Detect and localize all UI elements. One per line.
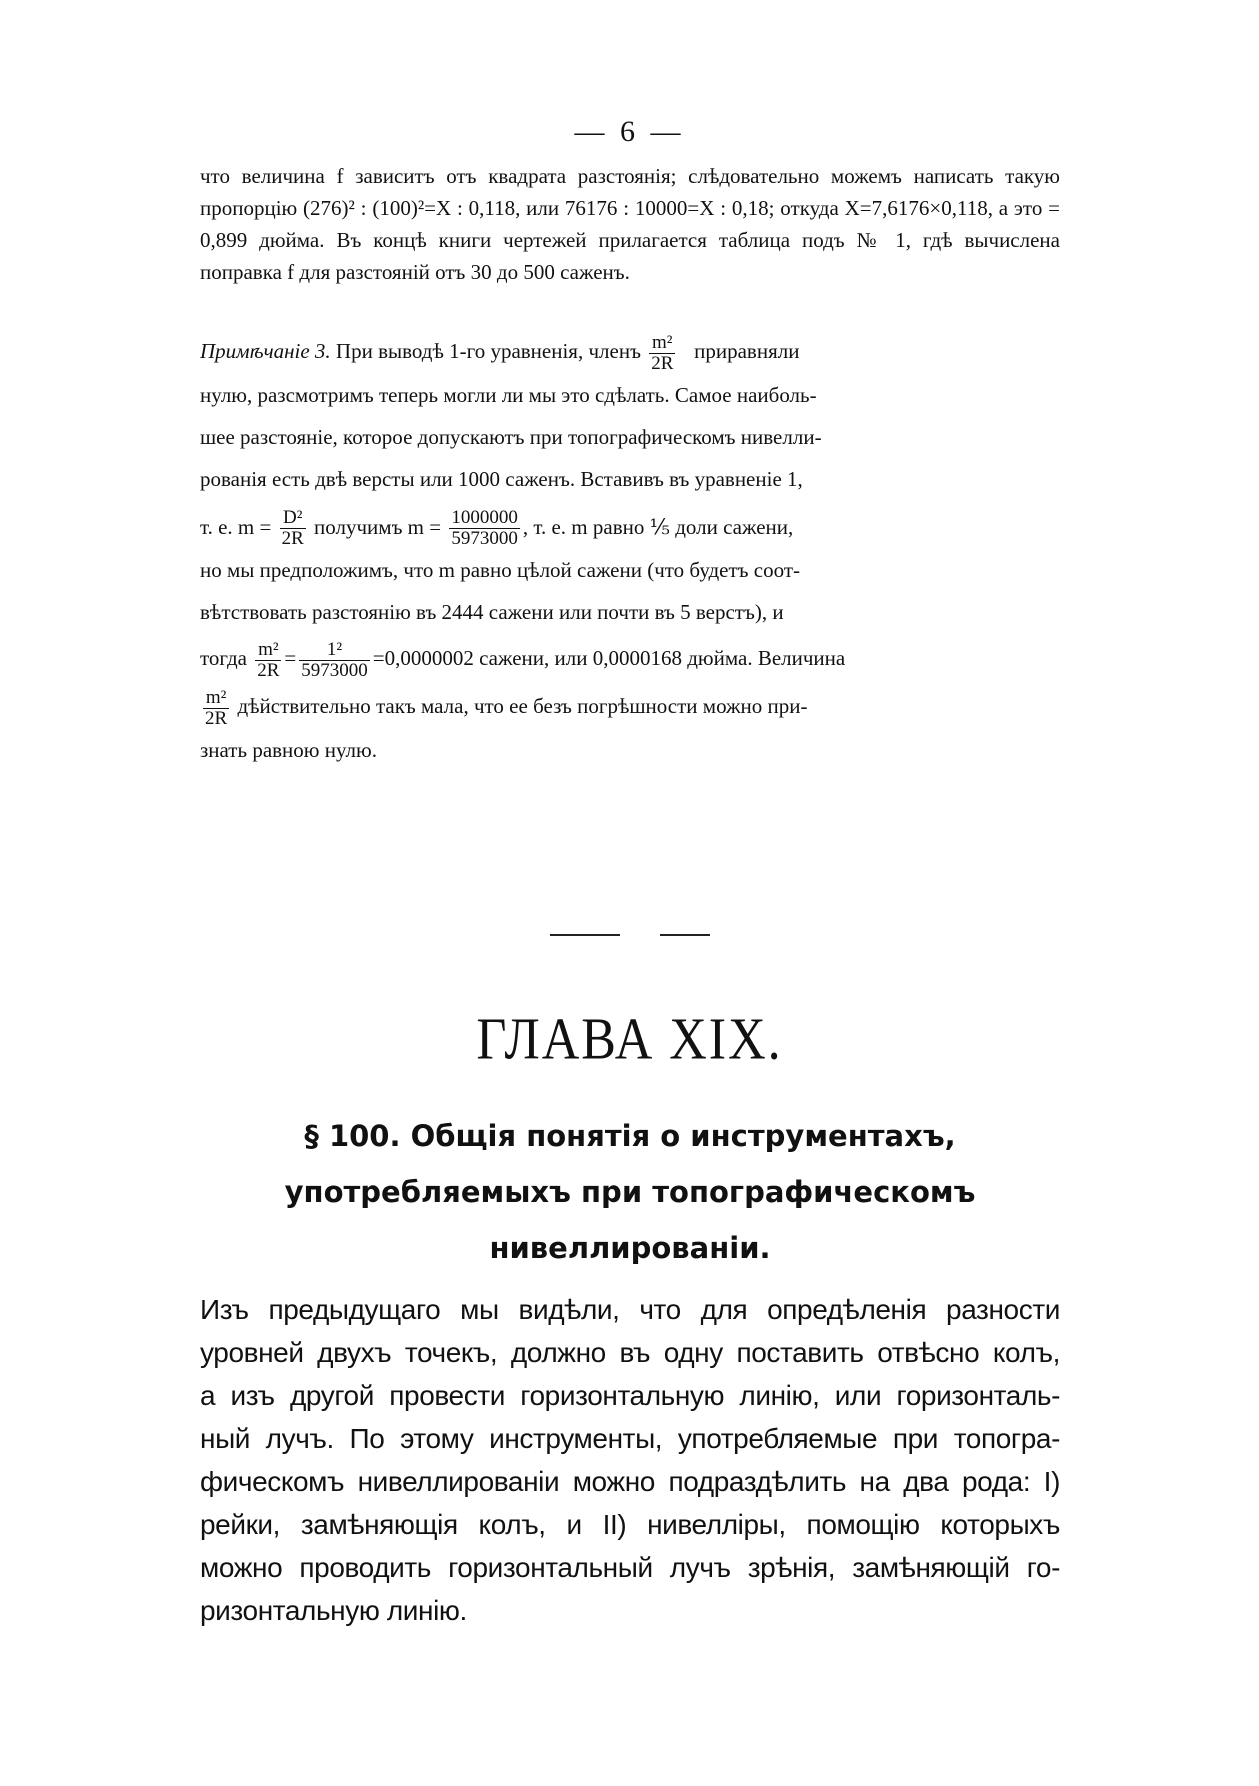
paragraph-text: что величина f зависитъ отъ квадрата разстоянія; слѣдовательно можемъ написать такую пропорцію (276)² : (100)²=X : 0,118, или 76176 : 10000=X : 0,18; откуда X=7,6176×0,118, а это = 0,899 дюйма. Въ концѣ книги чертежей прилагается таблица подъ № 1, гдѣ вычислена поправка f для разстояній отъ 30 до 500 саженъ. (200, 164, 1060, 284)
note-line-9: $\frac{\text{m²}}{2R}$ дѣйствительно такъ мала, что ее безъ погрѣшности можно при- (205, 686, 808, 729)
body-line-6: рейки, замѣняющія колъ, и II) нивелліры, помощію которыхъ (200, 1509, 1060, 1540)
body-line-4: ный лучъ. По этому инструменты, употребляемые при топогра- (200, 1423, 1060, 1454)
body-line-3: а изъ другой провести горизонтальную линію, или горизонталь- (200, 1380, 1060, 1411)
note-label: Примѣчаніе 3. (200, 339, 331, 363)
body-line-7: можно проводить горизонтальный лучъ зрѣнія, замѣняющій го- (200, 1552, 1060, 1583)
note-3 (200, 330, 1060, 771)
fraction-m2-2r: $\frac{\text{m²}}{2R}$ (651, 331, 674, 374)
section-title-line-2: употребляемыхъ при топографическомъ (284, 1175, 976, 1209)
note-line-5: т. е. m = $\frac{\text{D²}}{2R}$ получимъ m = $\frac{1000000}{5973000}$ , т. е. m равно ⅕ доли сажени, (200, 507, 794, 550)
body-line-2: уровней двухъ точекъ, должно въ одну поставить отвѣсно колъ, (200, 1337, 1060, 1368)
paragraph-correction (200, 160, 1060, 288)
fraction-1-5973000: $\frac{\text{1²}}{5973000}$ (301, 639, 368, 682)
note-line-2: нулю, разсмотримъ теперь могли ли мы это сдѣлать. Самое наиболь- (200, 382, 817, 407)
section-divider (550, 934, 710, 938)
note-line-8: тогда $\frac{\text{m²}}{2R}$ = $\frac{\text{1²}}{5973000}$ =0,0000002 сажени, или 0,0000168 дюйма. Величина (200, 639, 846, 682)
fraction-1000000: $\frac{1000000}{5973000}$ (451, 507, 518, 550)
page-number: — 6 — (574, 115, 685, 148)
note-line-6: но мы предположимъ, что m равно цѣлой сажени (что будетъ соот- (200, 558, 800, 583)
note-line-4: рованія есть двѣ версты или 1000 саженъ. Вставивъ въ уравненіе 1, (200, 466, 803, 491)
body-line-5: фическомъ нивеллированіи можно подраздѣлить на два рода: I) (200, 1466, 1060, 1497)
chapter-title: ГЛАВА XIX. (476, 1006, 783, 1073)
body-line-8: ризонтальную линію. (200, 1595, 467, 1626)
fraction-m2-2r-c: $\frac{\text{m²}}{2R}$ (205, 686, 228, 729)
note-line-7: вѣтствовать разстоянію въ 2444 сажени или почти въ 5 верстъ), и (200, 600, 784, 625)
section-title-line-3: нивеллированіи. (489, 1231, 771, 1265)
section-title (200, 1108, 1060, 1276)
note-line-1: Примѣчаніе 3. При выводѣ 1-го уравненія, членъ $\frac{\text{m²}}{2R}$ приравняли (200, 331, 800, 374)
fraction-m2-2r-b: $\frac{\text{m²}}{2R}$ (257, 639, 280, 682)
body-paragraph (200, 1288, 1060, 1632)
note-line-10: знать равною нулю. (200, 737, 377, 762)
section-title-line-1: § 100. Общія понятія о инструментахъ, (304, 1119, 956, 1153)
fraction-d2-2r: $\frac{\text{D²}}{2R}$ (281, 507, 304, 550)
body-line-1: Изъ предыдущаго мы видѣли, что для опредѣленія разности (200, 1294, 1060, 1325)
note-line-3: шее разстояніе, которое допускаютъ при топографическомъ нивелли- (200, 424, 822, 449)
